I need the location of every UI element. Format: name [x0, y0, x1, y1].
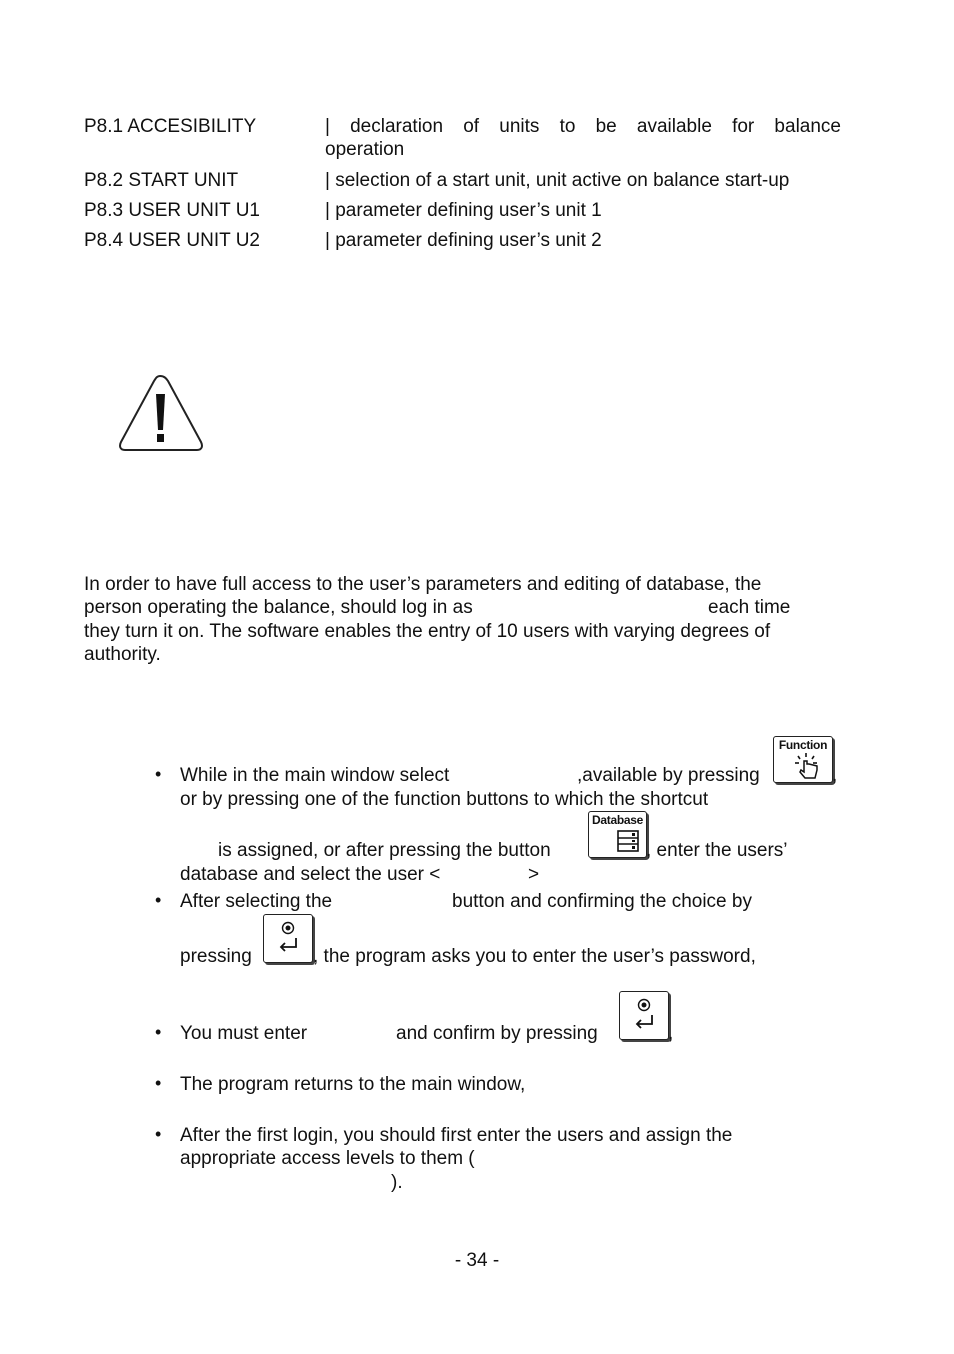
param-desc-p8-1: | declaration of units to be available for balance	[325, 116, 841, 137]
bullet-5-text-line3: ).	[391, 1172, 403, 1193]
bullet-marker: •	[155, 764, 162, 784]
bullet-1-text-line4b: >	[528, 864, 540, 885]
intro-line-4: authority.	[84, 644, 161, 665]
param-desc-p8-3: | parameter defining user’s unit 1	[325, 200, 602, 221]
bullet-1-text-line2: or by pressing one of the function buttons to which the shortcut	[180, 789, 709, 810]
bullet-2-text-line2a: pressing	[180, 946, 252, 967]
bullet-5-text-line2: appropriate access levels to them (	[180, 1148, 475, 1169]
bullet-marker: •	[155, 1073, 162, 1093]
param-name-p8-3: P8.3 USER UNIT U1	[84, 200, 260, 221]
warning-triangle-icon	[116, 372, 206, 454]
bullet-3-text-c: ,	[668, 1023, 674, 1044]
bullet-marker: •	[155, 890, 162, 910]
database-button-label: Database	[592, 813, 643, 827]
bullet-5-text-line1: After the first login, you should first enter the users and assign the	[180, 1125, 733, 1146]
param-desc-p8-2: | selection of a start unit, unit active on balance start-up	[325, 170, 790, 191]
bullet-1-text-line3a: is assigned, or after pressing the button	[218, 840, 551, 861]
bullet-3-text-b: and confirm by pressing	[396, 1023, 598, 1044]
param-desc-p8-4: | parameter defining user’s unit 2	[325, 230, 602, 251]
intro-line-3: they turn it on. The software enables the entry of 10 users with varying degrees of	[84, 621, 771, 642]
bullet-1-text-line4a: database and select the user <	[180, 864, 441, 885]
enter-button[interactable]	[263, 914, 313, 963]
page-number: - 34 -	[454, 1250, 500, 1271]
bullet-3-text-a: You must enter	[180, 1023, 308, 1044]
bullet-2-text-a: After selecting the	[180, 891, 333, 912]
intro-line-1: In order to have full access to the user’s parameters and editing of database, the	[84, 574, 762, 595]
enter-arrow-icon	[273, 921, 303, 955]
bullet-1-text-c: ,	[832, 765, 838, 786]
database-icon	[617, 830, 639, 852]
bullet-2-text-line2b: , the program asks you to enter the user’s password,	[313, 946, 756, 967]
bullet-2-text-b: button and confirming the choice by	[452, 891, 752, 912]
function-button-label: Function	[778, 738, 828, 752]
intro-line-2b: each time	[708, 597, 791, 618]
hand-tap-icon	[793, 753, 823, 779]
bullet-marker: •	[155, 1124, 162, 1144]
bullet-4-text: The program returns to the main window,	[180, 1074, 526, 1095]
bullet-1-text-b: ,available by pressing	[577, 765, 760, 786]
param-name-p8-2: P8.2 START UNIT	[84, 170, 239, 191]
intro-line-2a: person operating the balance, should log in as	[84, 597, 473, 618]
param-name-p8-4: P8.4 USER UNIT U2	[84, 230, 260, 251]
database-button[interactable]	[588, 811, 647, 858]
param-desc-p8-1-cont: operation	[325, 139, 405, 160]
enter-arrow-icon	[629, 998, 659, 1032]
bullet-1-text-a: While in the main window select	[180, 765, 450, 786]
enter-button[interactable]	[619, 991, 669, 1040]
bullet-1-text-line3b: , enter the users’	[646, 840, 788, 861]
function-button[interactable]	[773, 736, 833, 783]
bullet-marker: •	[155, 1022, 162, 1042]
param-name-p8-1: P8.1 ACCESIBILITY	[84, 116, 257, 137]
